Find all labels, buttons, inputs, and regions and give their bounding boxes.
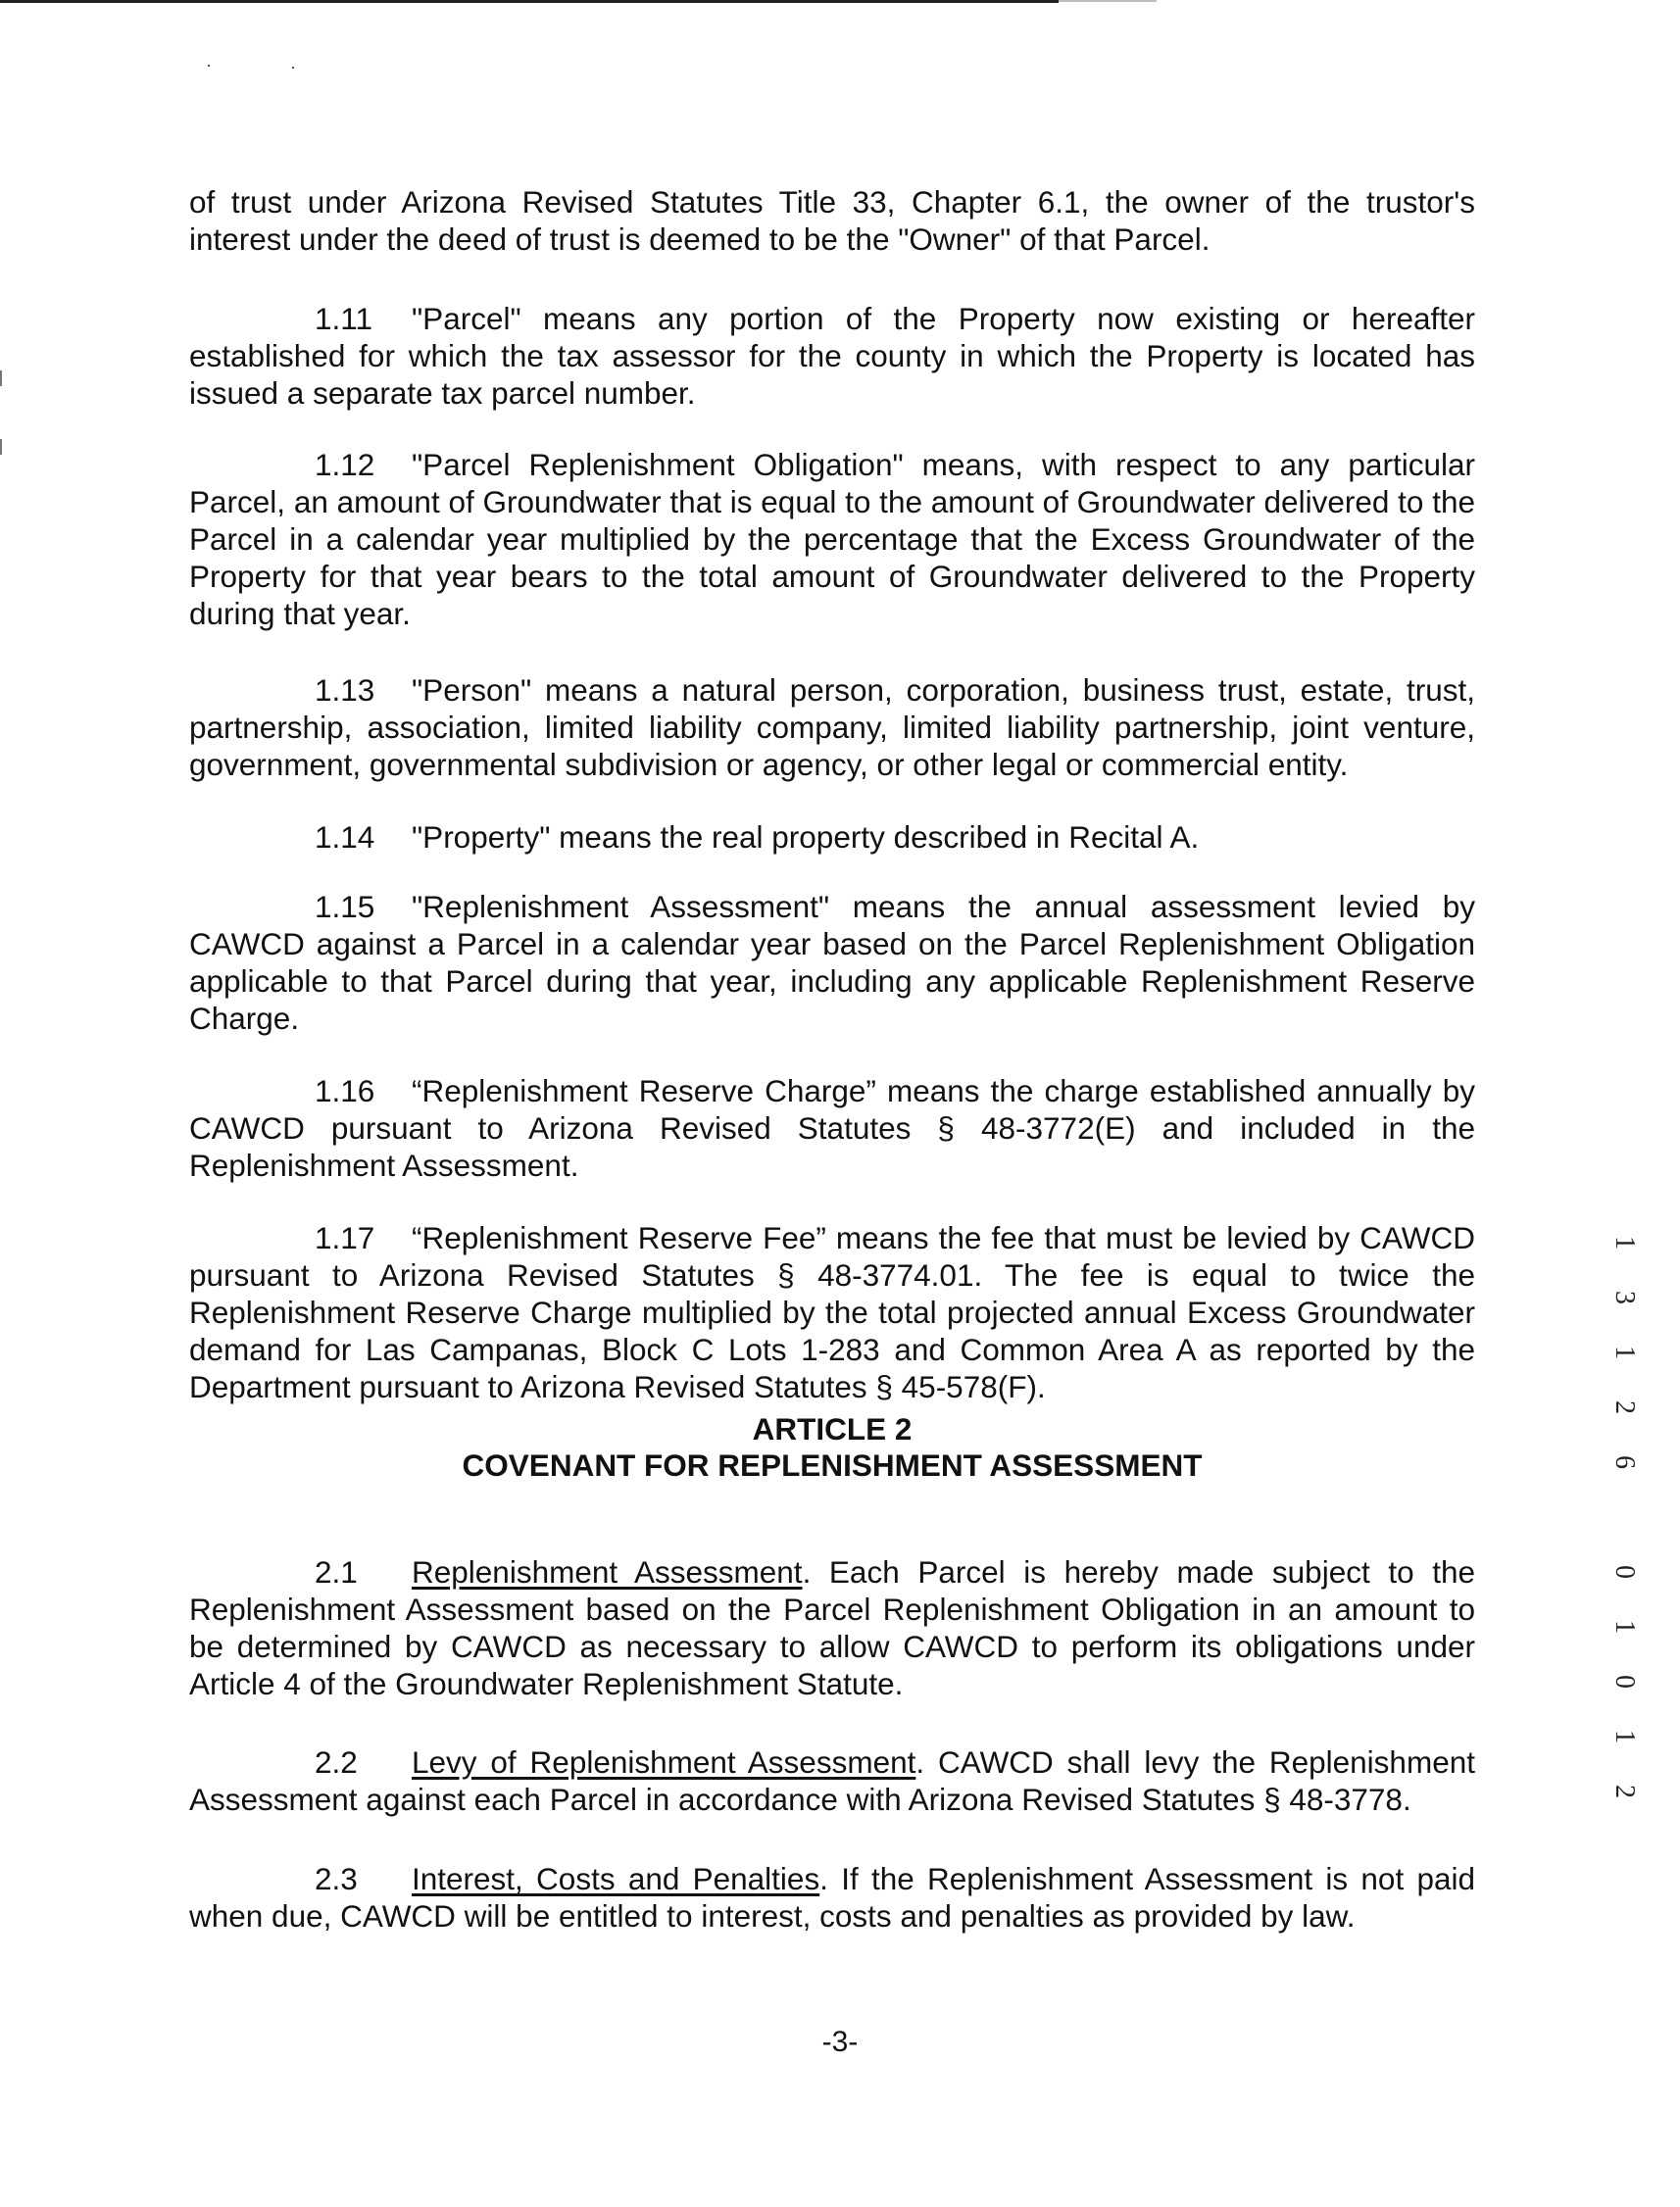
stamp-char	[1610, 1255, 1638, 1285]
page-number: -3-	[821, 2026, 859, 2058]
stamp-char: 0	[1609, 1565, 1640, 1579]
section-1-14	[189, 818, 1475, 856]
section-1-11	[189, 300, 1475, 412]
stamp-char: 2	[1609, 1785, 1640, 1798]
section-text: “Replenishment Reserve Charge” means the charge established annually by CAWCD pursuant to Arizona Revised Statutes § 48-3772(E) and included in the Replenishment Assessment.	[189, 1073, 1475, 1183]
section-text: . CAWCD shall levy the Replenishment Assessment against each Parcel in accordance with Arizona Revised Statutes § 48-3778.	[189, 1744, 1475, 1817]
section-heading: Interest, Costs and Penalties	[412, 1861, 820, 1896]
stamp-char: 1	[1609, 1730, 1640, 1743]
stamp-char: 6	[1609, 1455, 1640, 1469]
stamp-char: 1	[1609, 1346, 1640, 1359]
stamp-char: 2	[1609, 1400, 1640, 1414]
section-number: 1.15	[315, 889, 375, 924]
intro-paragraph: of trust under Arizona Revised Statutes Title 33, Chapter 6.1, the owner of the trustor's interest under the deed of trust is deemed to be the "Owner" of that Parcel.	[189, 184, 1475, 257]
stamp-char: 1	[1609, 1620, 1640, 1634]
scan-top-border	[0, 0, 1059, 3]
recording-number-stamp	[1609, 1229, 1639, 1805]
stamp-char: 3	[1609, 1291, 1640, 1304]
section-1-13	[189, 671, 1475, 783]
section-text: . If the Replenishment Assessment is not paid when due, CAWCD will be entitled to interest, costs and penalties as provided by law.	[189, 1861, 1475, 1934]
stamp-char	[1610, 1310, 1638, 1340]
section-1-17	[189, 1219, 1475, 1405]
section-2-1	[189, 1553, 1475, 1702]
stamp-char	[1610, 1502, 1638, 1532]
section-number: 1.13	[315, 672, 375, 708]
stamp-char	[1610, 1585, 1638, 1614]
scan-edge-mark	[0, 439, 2, 455]
section-text: "Parcel" means any portion of the Property now existing or hereafter established for which the tax assessor for the county in which the Property is located has issued a separate tax parcel number.	[189, 301, 1475, 411]
section-number: 1.16	[315, 1073, 375, 1108]
stamp-char	[1610, 1749, 1638, 1779]
stamp-char	[1610, 1694, 1638, 1724]
section-number: 1.11	[315, 301, 372, 336]
section-number: 2.1	[315, 1554, 358, 1590]
scan-top-border-faint	[1059, 0, 1157, 2]
section-1-15	[189, 888, 1475, 1037]
stamp-char	[1610, 1420, 1638, 1449]
stamp-char: 0	[1609, 1675, 1640, 1689]
scan-speck	[208, 65, 210, 67]
scan-speck	[292, 67, 294, 69]
stamp-char	[1610, 1640, 1638, 1669]
section-text: “Replenishment Reserve Fee” means the fee that must be levied by CAWCD pursuant to Arizona Revised Statutes § 48-3774.01. The fee is equal to twice the Replenishment Reserve Charge multiplied by the total projected annual Excess Groundwater demand for Las Campanas, Block C Lots 1-283 and Common Area A as reported by the Department pursuant to Arizona Revised Statutes § 45-578(F).	[189, 1220, 1475, 1404]
section-number: 2.2	[315, 1744, 358, 1780]
section-heading: Levy of Replenishment Assessment	[412, 1744, 916, 1780]
section-text: "Property" means the real property described in Recital A.	[412, 819, 1200, 855]
section-1-12	[189, 446, 1475, 632]
section-text: "Person" means a natural person, corporation, business trust, estate, trust, partnership, association, limited liability company, limited liability partnership, joint venture, government, governmental subdivision or agency, or other legal or commercial entity.	[189, 672, 1475, 782]
article-heading: ARTICLE 2	[752, 1411, 913, 1447]
section-heading: Replenishment Assessment	[412, 1554, 803, 1590]
scan-edge-mark	[0, 370, 2, 386]
section-text: . Each Parcel is hereby made subject to the Replenishment Assessment based on the Parcel Replenishment Obligation in an amount to be determined by CAWCD as necessary to allow CAWCD to perform its obligations under Article 4 of the Groundwater Replenishment Statute.	[189, 1554, 1475, 1701]
section-number: 2.3	[315, 1861, 358, 1896]
section-2-2	[189, 1743, 1475, 1818]
stamp-char	[1610, 1365, 1638, 1395]
section-2-3	[189, 1860, 1475, 1935]
article-title: COVENANT FOR REPLENISHMENT ASSESSMENT	[462, 1447, 1203, 1483]
stamp-char	[1610, 1475, 1638, 1504]
section-1-16	[189, 1072, 1475, 1184]
stamp-char: 1	[1609, 1236, 1640, 1250]
section-number: 1.14	[315, 819, 375, 855]
stamp-char	[1610, 1530, 1638, 1559]
section-number: 1.17	[315, 1220, 375, 1255]
section-number: 1.12	[315, 447, 375, 482]
section-text: "Parcel Replenishment Obligation" means, with respect to any particular Parcel, an amount of Groundwater that is equal to the amount of Groundwater delivered to the Parcel in a calendar year multiplied by the percentage that the Excess Groundwater of the Property for that year bears to the total amount of Groundwater delivered to the Property during that year.	[189, 447, 1475, 631]
section-text: "Replenishment Assessment" means the annual assessment levied by CAWCD against a Parcel in a calendar year based on the Parcel Replenishment Obligation applicable to that Parcel during that year, including any applicable Replenishment Reserve Charge.	[189, 889, 1475, 1036]
